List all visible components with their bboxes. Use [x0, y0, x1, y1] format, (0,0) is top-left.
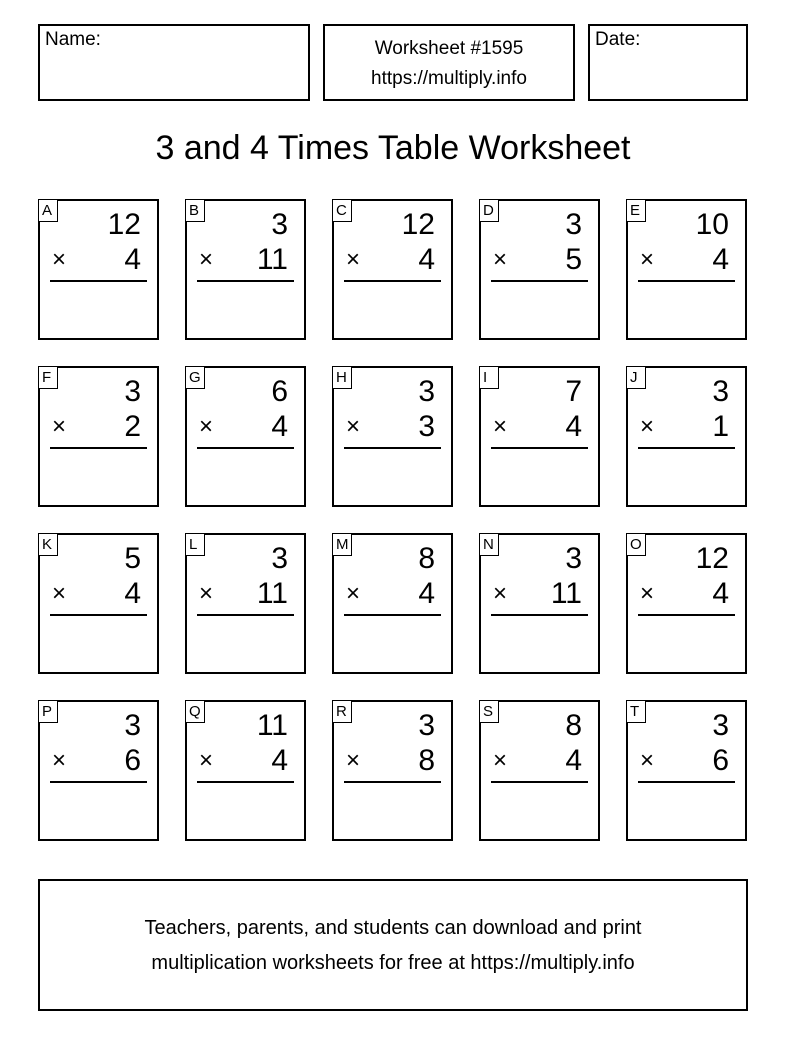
- multiplier: 6: [712, 744, 729, 777]
- problem-i: [479, 366, 600, 507]
- problem-p: [38, 700, 159, 841]
- problem-n: [479, 533, 600, 674]
- multiplier: 4: [124, 243, 141, 276]
- problem-d: [479, 199, 600, 340]
- problem-letter: G: [185, 366, 205, 389]
- date-label: Date:: [595, 29, 641, 50]
- multiply-sign: ×: [493, 747, 508, 774]
- problem-letter: R: [332, 700, 352, 723]
- multiply-sign: ×: [346, 580, 361, 607]
- problem-o: [626, 533, 747, 674]
- problem-letter: F: [38, 366, 58, 389]
- multiplier: 1: [712, 410, 729, 443]
- multiply-sign: ×: [52, 413, 67, 440]
- answer-line: [344, 781, 441, 783]
- multiplier: 4: [712, 243, 729, 276]
- multiplicand: 8: [418, 542, 435, 575]
- footer-line-1: Teachers, parents, and students can download and print: [144, 917, 642, 939]
- multiply-sign: ×: [199, 413, 214, 440]
- multiplier: 11: [256, 243, 288, 276]
- multiplier: 4: [565, 410, 582, 443]
- problem-letter: M: [332, 533, 352, 556]
- multiply-sign: ×: [493, 580, 508, 607]
- multiplier: 4: [565, 744, 582, 777]
- answer-line: [638, 447, 735, 449]
- multiply-sign: ×: [52, 580, 67, 607]
- multiplicand: 7: [565, 375, 582, 408]
- multiplicand: 12: [107, 208, 141, 241]
- multiplier: 4: [271, 744, 288, 777]
- multiply-sign: ×: [52, 246, 67, 273]
- problem-j: [626, 366, 747, 507]
- answer-line: [344, 280, 441, 282]
- answer-line: [197, 280, 294, 282]
- problem-letter: B: [185, 199, 205, 222]
- multiplicand: 3: [712, 375, 729, 408]
- multiply-sign: ×: [493, 246, 508, 273]
- multiply-sign: ×: [493, 413, 508, 440]
- problem-letter: O: [626, 533, 646, 556]
- multiply-sign: ×: [199, 747, 214, 774]
- problem-letter: C: [332, 199, 352, 222]
- multiplier: 4: [418, 577, 435, 610]
- problem-m: [332, 533, 453, 674]
- name-label: Name:: [45, 29, 101, 50]
- multiply-sign: ×: [346, 413, 361, 440]
- answer-line: [50, 781, 147, 783]
- date-field-box: [588, 24, 748, 101]
- answer-line: [197, 447, 294, 449]
- answer-line: [50, 447, 147, 449]
- multiplicand: 3: [124, 375, 141, 408]
- multiplier: 2: [124, 410, 141, 443]
- problem-letter: E: [626, 199, 646, 222]
- problem-q: [185, 700, 306, 841]
- multiplicand: 3: [565, 542, 582, 575]
- problem-letter: D: [479, 199, 499, 222]
- worksheet-url: https://multiply.info: [371, 68, 527, 89]
- multiplicand: 12: [695, 542, 729, 575]
- problem-a: [38, 199, 159, 340]
- problem-letter: H: [332, 366, 352, 389]
- multiplicand: 3: [124, 709, 141, 742]
- problem-letter: Q: [185, 700, 205, 723]
- problem-l: [185, 533, 306, 674]
- multiplicand: 12: [401, 208, 435, 241]
- problem-s: [479, 700, 600, 841]
- worksheet-title: 3 and 4 Times Table Worksheet: [155, 129, 631, 167]
- multiplier: 4: [271, 410, 288, 443]
- multiplicand: 3: [712, 709, 729, 742]
- answer-line: [491, 447, 588, 449]
- problem-k: [38, 533, 159, 674]
- answer-line: [197, 614, 294, 616]
- multiply-sign: ×: [640, 413, 655, 440]
- problem-r: [332, 700, 453, 841]
- worksheet-info-box: [323, 24, 575, 101]
- worksheet-number: Worksheet #1595: [374, 38, 524, 59]
- answer-line: [491, 280, 588, 282]
- multiplicand: 11: [256, 709, 288, 742]
- problem-letter: K: [38, 533, 58, 556]
- multiplier: 6: [124, 744, 141, 777]
- multiplier: 11: [550, 577, 582, 610]
- multiply-sign: ×: [346, 246, 361, 273]
- footer-line-2: multiplication worksheets for free at https://multiply.info: [151, 952, 635, 974]
- multiply-sign: ×: [640, 580, 655, 607]
- multiplicand: 3: [418, 709, 435, 742]
- multiplicand: 3: [418, 375, 435, 408]
- answer-line: [638, 614, 735, 616]
- problem-c: [332, 199, 453, 340]
- multiplier: 5: [565, 243, 582, 276]
- answer-line: [491, 781, 588, 783]
- answer-line: [638, 280, 735, 282]
- multiplier: 4: [124, 577, 141, 610]
- footer-note: [38, 879, 748, 1011]
- problem-letter: J: [626, 366, 646, 389]
- multiplier: 8: [418, 744, 435, 777]
- multiply-sign: ×: [52, 747, 67, 774]
- multiply-sign: ×: [199, 580, 214, 607]
- problem-e: [626, 199, 747, 340]
- problem-letter: P: [38, 700, 58, 723]
- answer-line: [344, 614, 441, 616]
- multiplicand: 8: [565, 709, 582, 742]
- multiplicand: 6: [271, 375, 288, 408]
- multiplicand: 3: [565, 208, 582, 241]
- multiplier: 4: [712, 577, 729, 610]
- problem-t: [626, 700, 747, 841]
- problem-b: [185, 199, 306, 340]
- multiply-sign: ×: [199, 246, 214, 273]
- problem-letter: S: [479, 700, 499, 723]
- multiplier: 4: [418, 243, 435, 276]
- problem-g: [185, 366, 306, 507]
- answer-line: [638, 781, 735, 783]
- answer-line: [197, 781, 294, 783]
- answer-line: [50, 280, 147, 282]
- answer-line: [344, 447, 441, 449]
- answer-line: [491, 614, 588, 616]
- problem-letter: A: [38, 199, 58, 222]
- multiplicand: 5: [124, 542, 141, 575]
- multiply-sign: ×: [640, 246, 655, 273]
- problem-h: [332, 366, 453, 507]
- multiply-sign: ×: [346, 747, 361, 774]
- problem-letter: N: [479, 533, 499, 556]
- multiplier: 3: [418, 410, 435, 443]
- problem-f: [38, 366, 159, 507]
- answer-line: [50, 614, 147, 616]
- problem-letter: T: [626, 700, 646, 723]
- multiplicand: 3: [271, 208, 288, 241]
- multiplicand: 10: [695, 208, 729, 241]
- problem-letter: L: [185, 533, 205, 556]
- problem-letter: I: [479, 366, 499, 389]
- name-field-box: [38, 24, 310, 101]
- multiply-sign: ×: [640, 747, 655, 774]
- multiplicand: 3: [271, 542, 288, 575]
- multiplier: 11: [256, 577, 288, 610]
